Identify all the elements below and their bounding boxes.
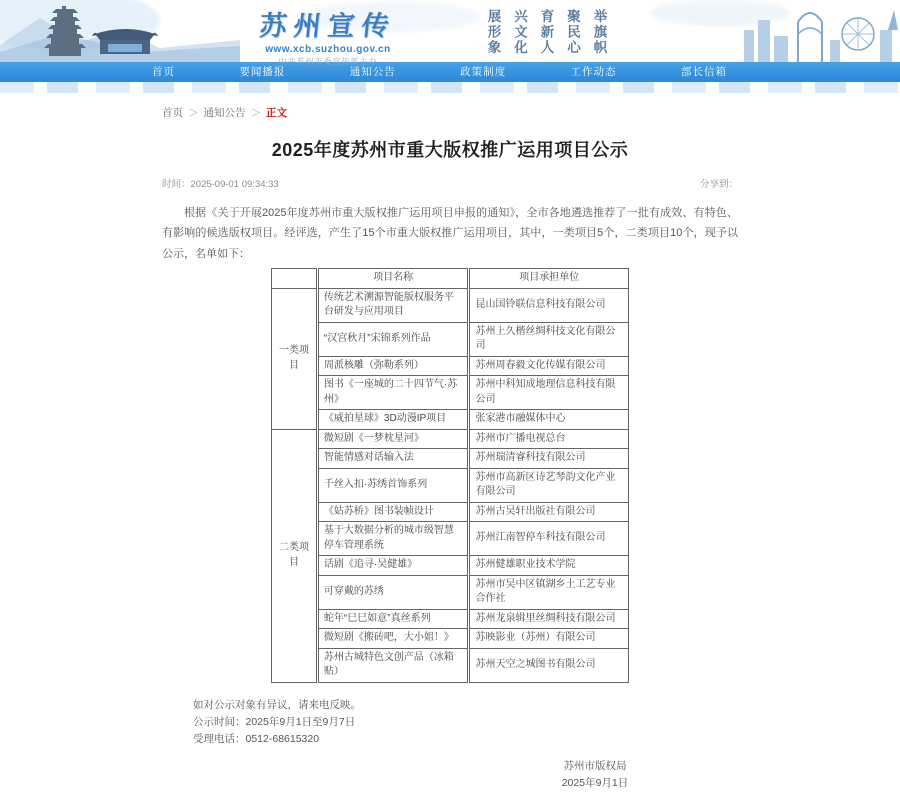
notice-lines [193,697,738,749]
project-unit-cell: 苏州健雄职业技术学院 [469,556,629,576]
project-name-cell: “汉宫秋月”宋锦系列作品 [317,322,469,356]
project-name-cell: 周派核雕（弥勒系列） [317,356,469,376]
project-name-cell: 蛇年“巳巳如意”真丝系列 [317,609,469,629]
project-name-cell: 传统艺术溯源智能版权服务平台研发与应用项目 [317,288,469,322]
nav-item-5[interactable]: 工作动态 [570,66,617,78]
slogan-column: 育新人 [538,9,554,56]
site-url: www.xcb.suzhou.gov.cn [265,44,391,55]
article-page [0,93,900,792]
signature-org: 苏州市版权局 [563,760,627,773]
main-nav [0,62,900,82]
table-row [272,449,629,469]
table-row [272,429,629,449]
article-paragraph: 根据《关于开展2025年度苏州市重大版权推广运用项目申报的通知》，全市各地遴选推荐了一批有成效、有特色、有影响的候选版权项目。经评选，产生了15个市重大版权推广运用项目，其中，一类项目5个，二类项目10个，现予以公示，名单如下： [162,207,738,260]
city-skyline-illustration [740,0,900,62]
site-banner [0,0,900,66]
share-label[interactable]: 分享到： [699,179,738,190]
slogan-column: 举旗帜 [591,9,607,56]
site-title: 苏州宣传 [258,11,398,41]
page-title: 2025年度苏州市重大版权推广运用项目公示 [271,140,629,160]
breadcrumb-separator: ＞ [250,107,261,119]
table-row [272,556,629,576]
nav-item-2[interactable]: 要闻播报 [239,66,286,78]
project-name-cell: 可穿戴的苏绣 [317,575,469,609]
signature-block [495,758,695,792]
publish-time: 时间：2025-09-01 09:34:33 [162,179,279,190]
nav-item-4[interactable]: 政策制度 [460,66,507,78]
project-name-cell: 苏州古城特色文创产品（冰箱贴） [317,648,469,682]
notice-line: 公示时间：2025年9月1日至9月7日 [193,715,356,728]
slogan-banner [486,9,606,56]
table-header [272,269,318,289]
project-table [271,268,629,683]
project-unit-cell: 苏州古吴轩出版社有限公司 [469,502,629,522]
article-meta [162,176,738,190]
table-row [272,575,629,609]
category-cell: 一类项目 [272,288,318,429]
notice-line: 受理电话：0512-68615320 [193,733,320,746]
nav-item-1[interactable]: 首页 [152,66,175,78]
project-name-cell: 《威拍星球》3D动漫IP项目 [317,410,469,430]
table-row [272,502,629,522]
category-cell: 二类项目 [272,429,318,682]
site-logo[interactable] [238,4,418,67]
table-row [272,410,629,430]
project-name-cell: 千丝入扣·苏绣首饰系列 [317,468,469,502]
breadcrumb-separator: ＞ [188,107,199,119]
pagoda-landscape-illustration [0,0,240,62]
project-name-cell: 智能情感对话输入法 [317,449,469,469]
project-unit-cell: 苏州周春毅文化传媒有限公司 [469,356,629,376]
breadcrumb-item[interactable]: 通知公告 [203,107,246,119]
table-row [272,522,629,556]
table-header: 项目名称 [317,269,469,289]
table-row [272,322,629,356]
notice-line: 如对公示对象有异议，请来电反映。 [193,698,361,711]
project-name-cell: 图书《一座城的二十四节气·苏州》 [317,376,469,410]
project-unit-cell: 苏州中科知成地理信息科技有限公司 [469,376,629,410]
signature-date: 2025年9月1日 [561,777,629,790]
nav-item-6[interactable]: 部长信箱 [680,66,727,78]
table-row [272,609,629,629]
project-unit-cell: 苏州天空之城图书有限公司 [469,648,629,682]
decorative-strip [0,82,900,93]
table-header: 项目承担单位 [469,269,629,289]
project-unit-cell: 苏州市吴中区镇湖乡土工艺专业合作社 [469,575,629,609]
project-unit-cell: 苏州瑞清睿科技有限公司 [469,449,629,469]
project-unit-cell: 苏州江南智停车科技有限公司 [469,522,629,556]
site-organizer: 中共苏州市委宣传部主办 [278,57,378,66]
project-unit-cell: 张家港市融媒体中心 [469,410,629,430]
table-row [272,629,629,649]
table-row [272,356,629,376]
project-name-cell: 基于大数据分析的城市级智慧停车管理系统 [317,522,469,556]
nav-item-3[interactable]: 通知公告 [349,66,396,78]
table-row [272,648,629,682]
project-unit-cell: 苏映影业（苏州）有限公司 [469,629,629,649]
slogan-column: 展形象 [485,9,501,56]
project-unit-cell: 苏州市高新区诗艺琴韵文化产业有限公司 [469,468,629,502]
breadcrumb [162,105,738,120]
project-unit-cell: 苏州上久楷丝绸科技文化有限公司 [469,322,629,356]
project-unit-cell: 苏州市广播电视总台 [469,429,629,449]
table-row [272,376,629,410]
breadcrumb-item: 正文 [266,107,287,119]
slogan-column: 聚民心 [565,9,580,56]
table-row [272,468,629,502]
table-row [272,288,629,322]
project-name-cell: 话剧《追寻·吴健雄》 [317,556,469,576]
project-name-cell: 《姑苏桥》图书装帧设计 [317,502,469,522]
project-name-cell: 微短剧《搬砖吧，大小姐！》 [317,629,469,649]
project-name-cell: 微短剧《一梦枕星河》 [317,429,469,449]
slogan-column: 兴文化 [512,9,527,56]
project-unit-cell: 昆山国铃联信息科技有限公司 [469,288,629,322]
project-unit-cell: 苏州龙泉辑里丝绸科技有限公司 [469,609,629,629]
breadcrumb-item[interactable]: 首页 [162,107,183,119]
